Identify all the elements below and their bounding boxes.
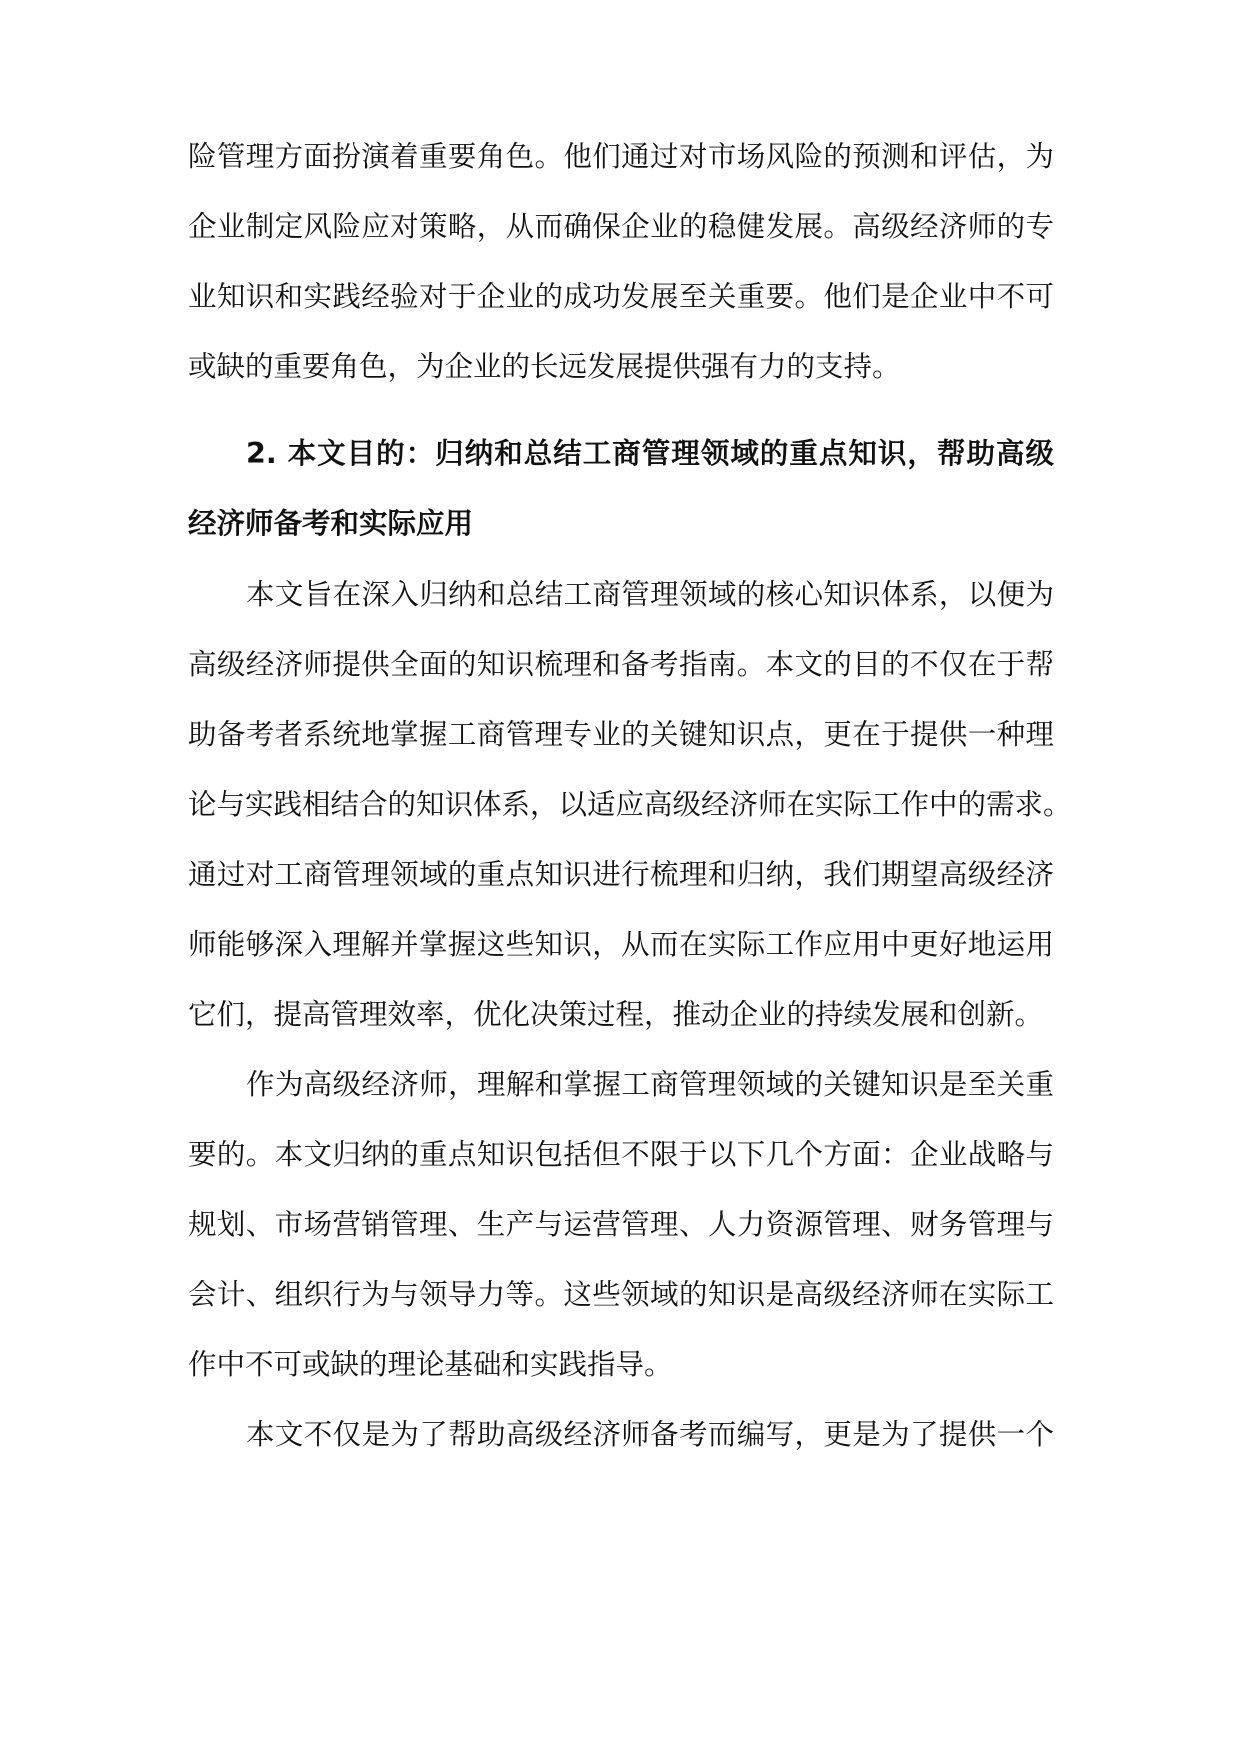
text-line: 要的。本文归纳的重点知识包括但不限于以下几个方面：企业战略与 xyxy=(188,1138,1054,1171)
text-line: 通过对工商管理领域的重点知识进行梳理和归纳，我们期望高级经济 xyxy=(188,858,1054,891)
text-line: 企业制定风险应对策略，从而确保企业的稳健发展。高级经济师的专 xyxy=(188,210,1054,243)
text-line: 本文旨在深入归纳和总结工商管理领域的核心知识体系，以便为 xyxy=(246,578,1054,611)
text-line: 会计、组织行为与领导力等。这些领域的知识是高级经济师在实际工 xyxy=(188,1278,1054,1311)
heading-line: 经济师备考和实际应用 xyxy=(188,507,474,540)
text-line: 本文不仅是为了帮助高级经济师备考而编写，更是为了提供一个 xyxy=(246,1418,1054,1451)
text-line: 助备考者系统地掌握工商管理专业的关键知识点，更在于提供一种理 xyxy=(188,718,1054,751)
text-line: 它们，提高管理效率，优化决策过程，推动企业的持续发展和创新。 xyxy=(188,998,1044,1031)
text-line: 高级经济师提供全面的知识梳理和备考指南。本文的目的不仅在于帮 xyxy=(188,648,1054,681)
text-line: 师能够深入理解并掌握这些知识，从而在实际工作应用中更好地运用 xyxy=(188,928,1054,961)
text-line: 作为高级经济师，理解和掌握工商管理领域的关键知识是至关重 xyxy=(246,1068,1054,1101)
text-line: 或缺的重要角色，为企业的长远发展提供强有力的支持。 xyxy=(188,350,901,383)
text-line: 险管理方面扮演着重要角色。他们通过对市场风险的预测和评估，为 xyxy=(188,140,1054,173)
text-line: 规划、市场营销管理、生产与运营管理、人力资源管理、财务管理与 xyxy=(188,1208,1054,1241)
text-line: 作中不可或缺的理论基础和实践指导。 xyxy=(188,1348,673,1381)
text-line: 论与实践相结合的知识体系，以适应高级经济师在实际工作中的需求。 xyxy=(188,788,1072,821)
text-line: 业知识和实践经验对于企业的成功发展至关重要。他们是企业中不可 xyxy=(188,280,1054,313)
heading-line: 2. 本文目的：归纳和总结工商管理领域的重点知识，帮助高级 xyxy=(246,437,1054,470)
